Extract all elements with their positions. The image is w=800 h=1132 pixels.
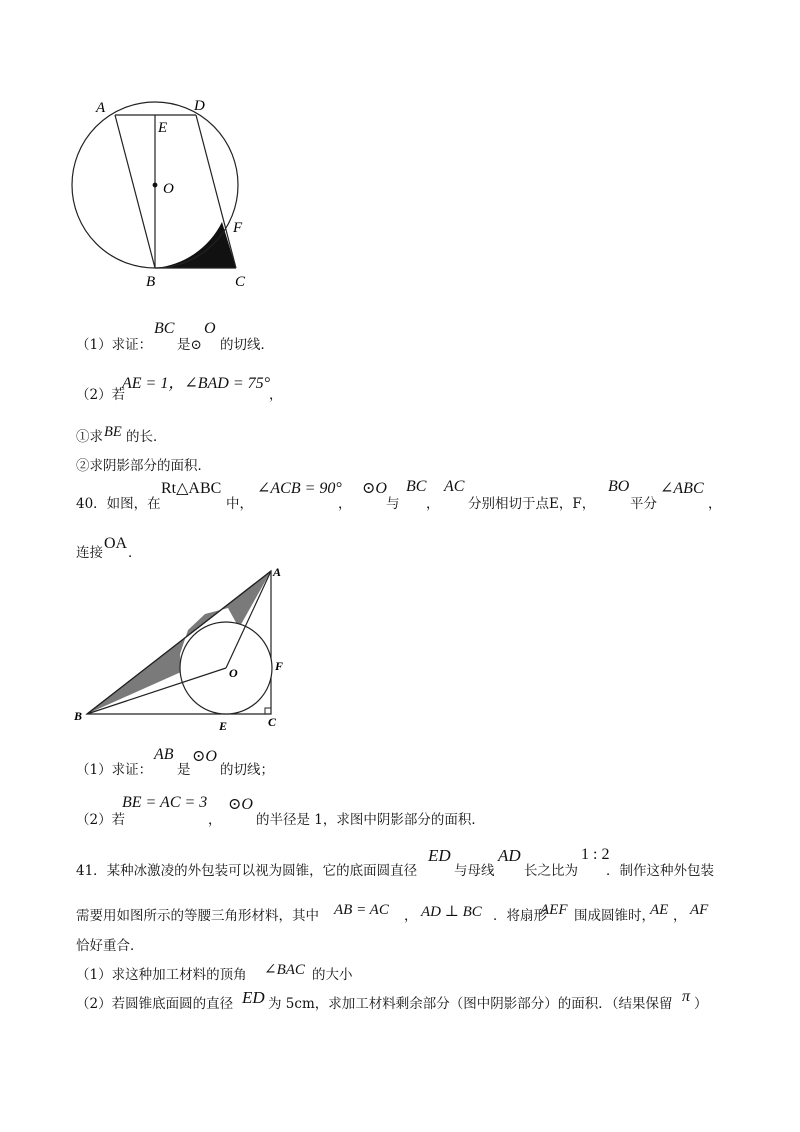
- q40-angle-abc: ∠ABC: [660, 480, 704, 497]
- q40-number: 40．如图，在: [76, 496, 161, 512]
- q41-line2-ad-bc: AD ⊥ BC: [421, 904, 482, 920]
- q40-bc: BC: [406, 478, 427, 495]
- q39-part2-condition: AE = 1，∠BAD = 75°: [122, 375, 271, 392]
- q39-part1-bc: BC: [154, 320, 175, 337]
- figure-1-circle-tangent: [60, 90, 280, 300]
- q41-line1-a: 41．某种冰激凌的外包装可以视为圆锥，它的底面圆直径: [76, 863, 418, 879]
- q41-line2-ab-ac: AB = AC: [334, 902, 389, 918]
- q41-part2-a: （2）若圆锥底面圆的直径: [76, 996, 234, 1012]
- q40-tangent-points: 分别相切于点E，F，: [468, 496, 596, 512]
- q41-line1-b: 与母线: [454, 863, 495, 879]
- q41-part2-pi: π: [682, 988, 691, 1005]
- q40-part2-comma: ，: [208, 812, 222, 828]
- q40-comma3: ，: [708, 496, 722, 512]
- q41-line2-c: ．将扇形: [493, 908, 547, 924]
- right-angle-mark: [265, 708, 271, 714]
- label-a: A: [96, 100, 106, 116]
- q40-comma2: ，: [426, 496, 440, 512]
- label-b: B: [146, 274, 156, 290]
- q41-line1-c: 长之比为: [524, 863, 578, 879]
- q41-part2-ed: ED: [242, 988, 265, 1007]
- q41-part1: [76, 960, 476, 982]
- label-o: O: [229, 666, 238, 680]
- q40-circle-o: ⊙O: [362, 480, 387, 497]
- q39-part1-prefix: （1）求证：: [76, 337, 153, 353]
- q40-comma1: ，: [338, 496, 352, 512]
- q40-part2-prefix: （2）若: [76, 812, 126, 828]
- q41-line2-aef: AEF: [540, 902, 568, 918]
- q40-ac: AC: [444, 478, 465, 495]
- q40-part2-circle: ⊙O: [228, 796, 253, 813]
- q40-part1-prefix: （1）求证：: [76, 762, 153, 778]
- q40-connect-suffix: ．: [128, 545, 142, 561]
- q40-part1-circle: ⊙O: [192, 748, 217, 765]
- q41-line1-d: ．制作这种外包装: [606, 863, 714, 879]
- figure-2-right-triangle: [70, 560, 300, 740]
- label-o: O: [163, 181, 174, 197]
- label-e: E: [219, 719, 228, 733]
- q39-sub1: [76, 424, 376, 444]
- q40-part1-ab: AB: [154, 746, 174, 763]
- label-e: E: [158, 120, 168, 136]
- q39-sub1-suffix: 的长．: [126, 429, 167, 445]
- q39-part1-is: 是⊙: [177, 337, 202, 353]
- q40-stem-line1: [76, 478, 736, 510]
- q39-part2-suffix: ，: [269, 387, 283, 403]
- label-f: F: [275, 659, 284, 673]
- q41-part1-b: 的大小: [312, 967, 353, 983]
- q41-part2-b: 为 5cm，求加工材料剩余部分（图中阴影部分）的面积．（结果保留: [268, 996, 673, 1012]
- q40-part2-condition: BE = AC = 3: [122, 794, 208, 811]
- q40-angle-acb: ∠ACB = 90°: [257, 480, 342, 497]
- q41-line3: 恰好重合．: [76, 938, 144, 954]
- label-d: D: [194, 98, 205, 114]
- q41-line2-ae: AE: [650, 902, 669, 918]
- q41-part2: [76, 988, 736, 1012]
- q39-part1-o: O: [204, 320, 216, 337]
- line-ab: [115, 115, 155, 268]
- q39-part1-suffix: 的切线．: [220, 337, 274, 353]
- q41-part1-bac: ∠BAC: [264, 962, 305, 978]
- q39-sub2: ②求阴影部分的面积．: [76, 458, 211, 474]
- q41-line2-b: ，: [404, 908, 418, 924]
- q41-line1: [76, 846, 736, 879]
- q40-oa: OA: [104, 535, 128, 552]
- q41-part2-c: ）: [694, 996, 708, 1012]
- q39-part2-prefix: （2）若: [76, 387, 126, 403]
- q40-bisect: 平分: [630, 496, 657, 512]
- q40-part1-is: 是: [177, 762, 191, 778]
- q41-line1-ed: ED: [428, 846, 451, 865]
- q40-bo: BO: [608, 478, 630, 495]
- q41-line2: [76, 902, 736, 924]
- q39-part2: [76, 370, 476, 403]
- q40-part2: [76, 794, 536, 826]
- q40-yu: 与: [386, 496, 400, 512]
- q40-rt-abc: Rt△ABC: [161, 480, 222, 497]
- q39-sub1-be: BE: [104, 424, 122, 440]
- label-c: C: [235, 274, 246, 290]
- q41-line1-ad: AD: [498, 846, 521, 865]
- center-dot-o: [153, 183, 158, 188]
- label-f: F: [233, 220, 243, 236]
- label-b: B: [74, 709, 83, 723]
- shaded-region-1: [155, 222, 236, 268]
- label-a: A: [273, 565, 282, 579]
- q41-part1-a: （1）求这种加工材料的顶角: [76, 967, 247, 983]
- q40-stem-line2: [76, 535, 276, 559]
- q40-zhong: 中，: [226, 496, 253, 512]
- q41-line2-d: 围成圆锥时，: [574, 908, 655, 924]
- q41-line2-e: ，: [673, 908, 687, 924]
- q39-part1: [76, 320, 476, 353]
- q40-part1: [76, 746, 476, 776]
- q40-part2-suffix: 的半径是 1，求图中阴影部分的面积．: [256, 812, 485, 828]
- q39-sub1-prefix: ①求: [76, 429, 103, 445]
- q41-line1-ratio: 1 : 2: [581, 846, 610, 863]
- q41-line2-af: AF: [690, 902, 709, 918]
- q40-part1-suffix: 的切线；: [220, 762, 274, 778]
- label-c: C: [268, 715, 277, 729]
- q41-line2-a: 需要用如图所示的等腰三角形材料，其中: [76, 908, 319, 924]
- q40-connect-prefix: 连接: [76, 545, 103, 561]
